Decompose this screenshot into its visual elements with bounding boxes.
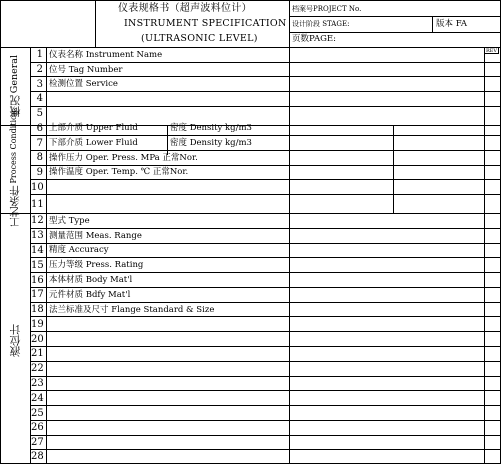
title-english: INSTRUMENT SPECIFICATION xyxy=(124,18,287,29)
header-line-2 xyxy=(289,32,500,33)
row-number: 15 xyxy=(31,260,44,271)
row-number: 11 xyxy=(31,199,44,210)
project-number-label: 档案号PROJECT No. xyxy=(292,5,362,13)
row-line xyxy=(30,165,501,166)
row-line xyxy=(30,272,501,273)
row-number: 27 xyxy=(31,437,44,448)
row-number: 19 xyxy=(31,319,44,330)
row-line xyxy=(30,257,501,258)
row-label: 检测位置 Service xyxy=(49,79,118,89)
row-number: 2 xyxy=(36,64,43,75)
row-number: 5 xyxy=(36,108,43,119)
row-label: 测量范围 Meas. Range xyxy=(49,231,142,241)
row-line xyxy=(30,331,501,332)
row-line xyxy=(30,302,501,303)
version-label: 版本 FA xyxy=(436,19,467,29)
row-density-label: 密度 Density kg/m3 xyxy=(170,138,252,148)
rev-column-divider xyxy=(484,47,485,464)
row-line xyxy=(30,135,501,136)
row-label: 法兰标准及尺寸 Flange Standard & Size xyxy=(49,305,215,315)
row-number: 3 xyxy=(36,79,43,90)
number-column-divider xyxy=(46,47,47,464)
section-process-en: Process Condition xyxy=(9,110,19,184)
header-bottom-line xyxy=(0,47,501,48)
header-divider-left xyxy=(95,0,96,47)
row-label: 压力等级 Press. Rating xyxy=(49,260,144,270)
row-line xyxy=(30,449,501,450)
section-level xyxy=(2,260,30,420)
row-number: 26 xyxy=(31,422,44,433)
header-divider-mid xyxy=(289,0,290,47)
row-line xyxy=(30,420,501,421)
row-number: 21 xyxy=(31,348,44,359)
section-process-cn: 工艺条件 xyxy=(9,185,22,228)
row-number: 18 xyxy=(31,304,44,315)
row-line xyxy=(30,376,501,377)
header-line-1 xyxy=(289,16,500,17)
value-column-divider xyxy=(289,47,290,464)
row-number: 28 xyxy=(31,451,44,462)
section-process xyxy=(2,110,30,228)
row-line xyxy=(30,390,501,391)
section-level-cn: 液位计 xyxy=(9,323,23,357)
page-count-label: 页数PAGE: xyxy=(292,34,336,44)
row-number: 17 xyxy=(31,289,44,300)
row-label: 精度 Accuracy xyxy=(49,245,109,255)
row-number: 14 xyxy=(31,245,44,256)
row-label: 位号 Tag Number xyxy=(49,65,123,75)
row-line xyxy=(30,106,501,107)
design-stage-label: 设计阶段 STAGE: xyxy=(292,20,350,28)
row-line xyxy=(30,150,501,151)
row-density-label: 密度 Density kg/m3 xyxy=(170,123,252,133)
row-line xyxy=(30,179,501,180)
header-divider-version xyxy=(432,16,433,32)
rev-box: REV xyxy=(485,48,498,54)
row-line xyxy=(30,361,501,362)
row-number: 20 xyxy=(31,334,44,345)
row-line xyxy=(30,91,501,92)
row-number: 22 xyxy=(31,363,44,374)
row-number: 16 xyxy=(31,275,44,286)
row-label: 下部介质 Lower Fluid xyxy=(49,138,138,148)
row-line xyxy=(30,287,501,288)
border-left xyxy=(0,0,1,464)
row-number: 13 xyxy=(31,230,44,241)
row-line xyxy=(30,243,501,244)
row-number: 24 xyxy=(31,393,44,404)
row-number: 6 xyxy=(36,123,43,134)
row-label: 元件材质 Bdfy Mat'l xyxy=(49,290,131,300)
row-line xyxy=(30,435,501,436)
process-value-divider xyxy=(393,125,394,213)
title-subtitle: (ULTRASONIC LEVEL) xyxy=(141,33,258,44)
row-label: 操作压力 Oper. Press. MPa 正常Nor. xyxy=(49,153,198,163)
title-chinese: 仪表规格书（超声波料位计） xyxy=(118,3,252,14)
row-line xyxy=(30,76,501,77)
row-number: 4 xyxy=(36,93,43,104)
row-label: 上部介质 Upper Fluid xyxy=(49,123,138,133)
section-general-en: General xyxy=(9,54,21,94)
section-general-cn: 概况 xyxy=(9,95,23,118)
row-number: 10 xyxy=(31,182,44,193)
row-line xyxy=(30,194,501,195)
row-number: 12 xyxy=(31,215,44,226)
row-number: 9 xyxy=(36,167,43,178)
row-label: 型式 Type xyxy=(49,216,90,226)
border-top xyxy=(0,0,501,1)
row-line xyxy=(30,62,501,63)
row-label: 仪表名称 Instrument Name xyxy=(49,50,163,60)
row-number: 1 xyxy=(36,49,43,60)
row-label: 操作温度 Oper. Temp. ℃ 正常Nor. xyxy=(49,167,189,177)
row-number: 23 xyxy=(31,378,44,389)
section-separator-process xyxy=(0,213,501,214)
row-line xyxy=(30,316,501,317)
row-label: 本体材质 Body Mat'l xyxy=(49,275,133,285)
row-number: 7 xyxy=(36,138,43,149)
row-line xyxy=(30,405,501,406)
row-number: 25 xyxy=(31,408,44,419)
row-number: 8 xyxy=(36,152,43,163)
row-line xyxy=(30,346,501,347)
row-line xyxy=(30,228,501,229)
